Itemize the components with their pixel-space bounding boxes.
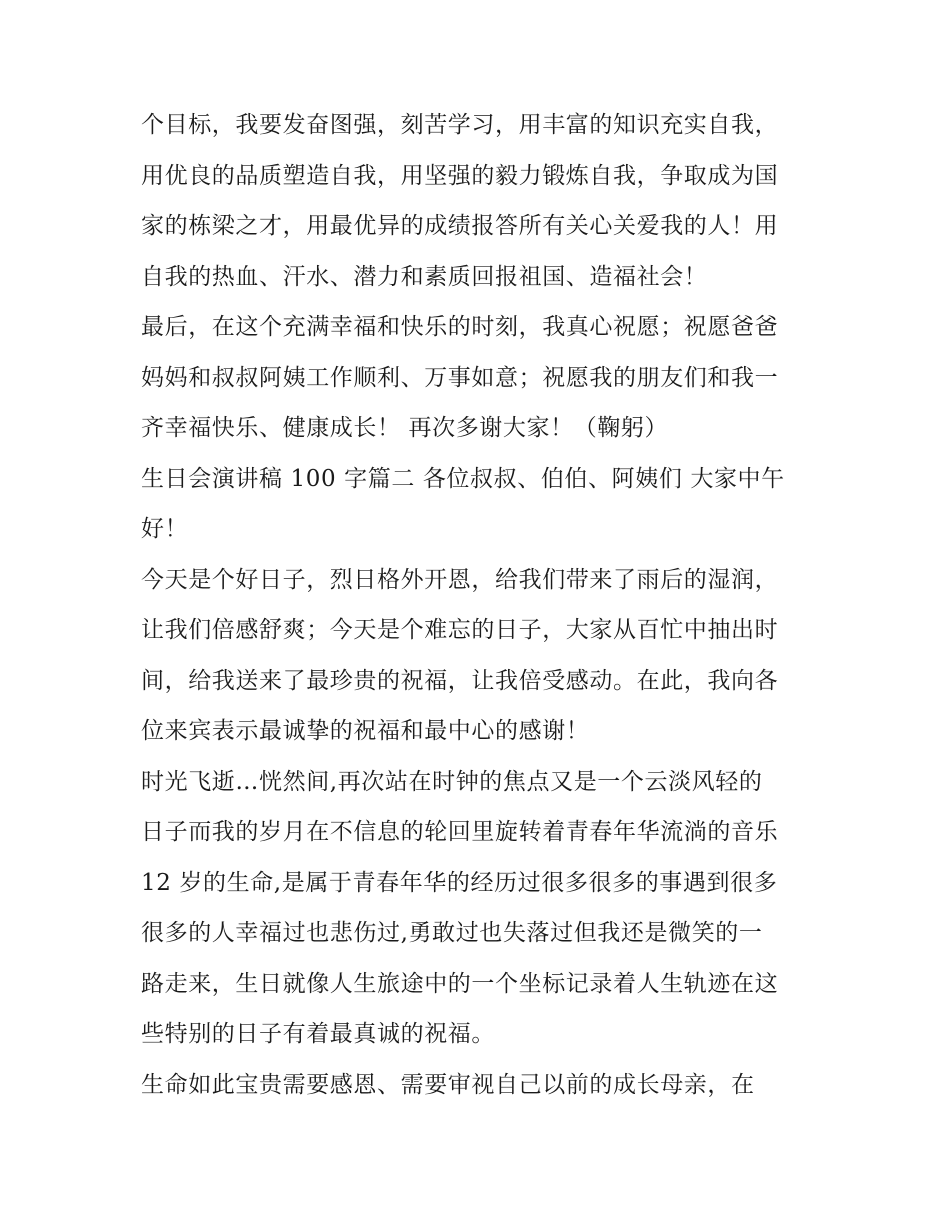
text-line: 家的栋梁之才，用最优异的成绩报答所有关心关爱我的人！用 <box>141 213 779 239</box>
text-line: 很多的人幸福过也悲伤过,勇敢过也失落过但我还是微笑的一 <box>141 920 763 946</box>
text-line: 位来宾表示最诚挚的祝福和最中心的感谢！ <box>141 718 590 744</box>
text-line: 让我们倍感舒爽；今天是个难忘的日子，大家从百忙中抽出时 <box>141 617 779 643</box>
text-line: 今天是个好日子，烈日格外开恩，给我们带来了雨后的湿润， <box>141 566 779 593</box>
text-line: 生命如此宝贵需要感恩、需要审视自己以前的成长母亲，在 <box>141 1071 755 1098</box>
text-line: 最后，在这个充满幸福和快乐的时刻，我真心祝愿；祝愿爸爸 <box>141 314 779 340</box>
text-line: 个目标，我要发奋图强，刻苦学习，用丰富的知识充实自我， <box>141 112 779 138</box>
text-line: 路走来，生日就像人生旅途中的一个坐标记录着人生轨迹在这 <box>141 970 779 997</box>
text-line: 妈妈和叔叔阿姨工作顺利、万事如意；祝愿我的朋友们和我一 <box>141 364 779 391</box>
text-line: 用优良的品质塑造自我，用坚强的毅力锻炼自我，争取成为国 <box>141 162 779 189</box>
text-line: 12 岁的生命,是属于青春年华的经历过很多很多的事遇到很多 <box>141 869 778 896</box>
text-line: 时光飞逝…恍然间,再次站在时钟的焦点又是一个云淡风轻的 <box>141 768 763 795</box>
text-line: 自我的热血、汗水、潜力和素质回报祖国、造福社会！ <box>141 263 708 290</box>
text-line: 些特别的日子有着最真诚的祝福。 <box>141 1021 495 1047</box>
section-heading-line: 生日会演讲稿 100 字篇二 各位叔叔、伯伯、阿姨们 大家中午 <box>141 465 785 492</box>
text-line: 好！ <box>141 516 189 542</box>
body-text <box>141 100 821 1110</box>
text-line: 间，给我送来了最珍贵的祝福，让我倍受感动。在此，我向各 <box>141 667 779 694</box>
text-line: 齐幸福快乐、健康成长！ 再次多谢大家！（鞠躬） <box>141 415 669 441</box>
text-line: 日子而我的岁月在不信息的轮回里旋转着青春年华流淌的音乐 <box>141 819 779 845</box>
